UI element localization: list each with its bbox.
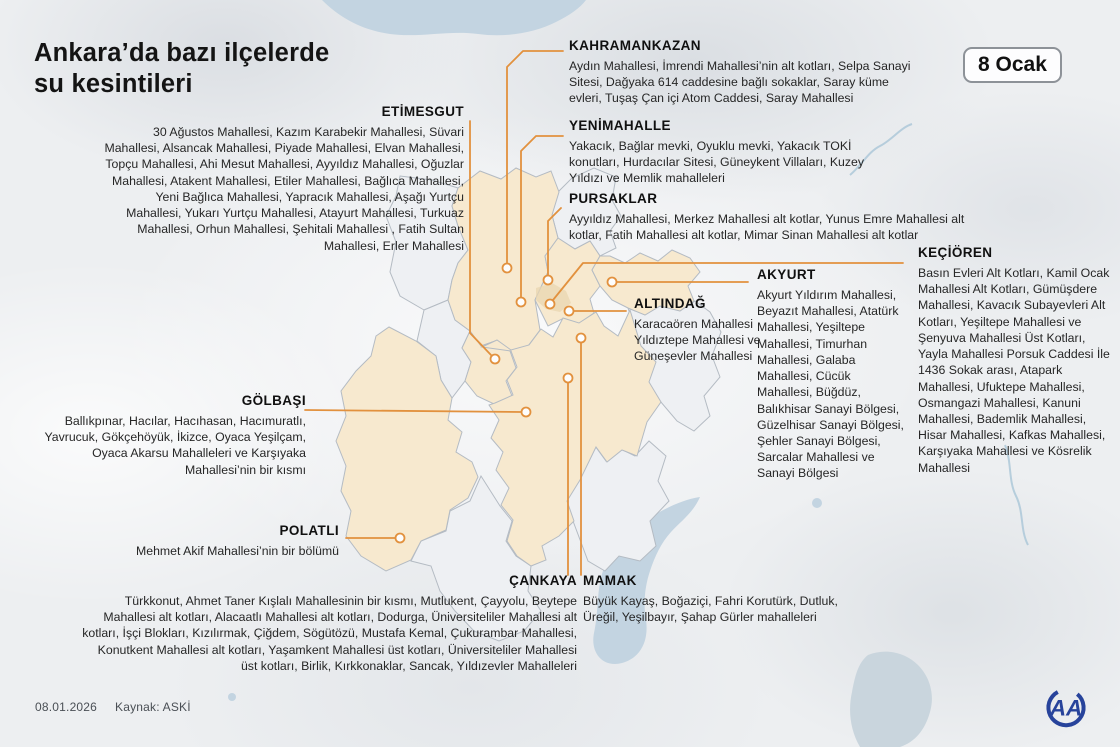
aa-logo-icon [1042,679,1090,733]
district-name: GÖLBAŞI [241,393,306,408]
district-block-kecioren [918,245,1114,476]
district-name: ALTINDAĞ [634,296,706,311]
district-block-akyurt [757,267,909,482]
district-areas: Yakacık, Bağlar mevki, Oyuklu mevki, Yakacık TOKİ konutları, Hurdacılar Sitesi, Güneykent Villaları, Kuzey Yıldızı ve Memlik mahalleleri [569,139,865,186]
district-areas: Türkkonut, Ahmet Taner Kışlalı Mahallesinin bir kısmı, Mutlukent, Çayyolu, Beytepe Mahallesi alt kotları, Alacaatlı Mahallesi alt kotları, Dodurga, Üniversiteliler Mahallesi alt kotları, İşçi Blokları, Kızılırmak, Çiğdem, Sögütözü, Mustafa Kemal, Çukurambar Mahallesi, Konutkent Mahallesi alt kotları, Yaşamkent Mahallesi üst kotları, Üniversiteliler Mahallesi üst kotları, Birlik, Kırkkonaklar, Sancak, Yıldızevler Mahalleleri [82,594,577,673]
district-areas: 30 Ağustos Mahallesi, Kazım Karabekir Mahallesi, Süvari Mahallesi, Alsancak Mahallesi, Piyade Mahallesi, Elvan Mahallesi, Topçu Mahallesi, Ahi Mesut Mahallesi, Ayyıldız Mahallesi, Oğuzlar Mahallesi, Atakent Mahallesi, Etiler Mahallesi, Bağlıca Mahallesi, Yeni Bağlıca Mahallesi, Yapracık Mahallesi, Aşağı Yurtçu Mahallesi, Yukarı Yurtçu Mahallesi, Atayurt Mahallesi, Turkuaz Mahallesi, Orhun Mahallesi, Şehitali Mahallesi , Fatih Sultan Mahallesi, Erler Mahallesi [104,125,464,253]
district-areas: Aydın Mahallesi, İmrendi Mahallesi’nin alt kotları, Selpa Sanayi Sitesi, Dağyaka 614 caddesine bağlı sokaklar, Saray küme evleri, Tuşaş Çan içi Atom Caddesi, Saray Mahallesi [569,59,911,106]
district-areas: Akyurt Yıldırım Mahallesi, Beyazıt Mahallesi, Atatürk Mahallesi, Yeşiltepe Mahallesi, Timurhan Mahallesi, Galaba Mahallesi, Cücük Mahallesi, Büğdüz, Balıkhisar Sanayi Bölgesi, Güzelhisar Sanayi Bölgesi, Şehler Sanayi Bölgesi, Sarcalar Mahallesi ve Sanayi Bölgesi [757,288,904,481]
district-name: ÇANKAYA [509,573,577,588]
district-block-pursaklar [569,191,981,243]
district-block-cankaya [80,573,577,674]
district-block-polatli [95,523,339,559]
district-block-golbasi [40,393,306,478]
district-block-yenimahalle [569,118,884,187]
district-name: YENİMAHALLE [569,118,671,133]
district-areas: Mehmet Akif Mahallesi’nin bir bölümü [136,544,339,558]
district-name: POLATLI [279,523,339,538]
district-block-mamak [583,573,875,625]
district-areas: Basın Evleri Alt Kotları, Kamil Ocak Mahallesi Alt Kotları, Gümüşdere Mahallesi, Kavacık Subayevleri Alt Kotları, Yeşiltepe Mahallesi ve Şenyuva Mahallesi Üst Kotları, Yayla Mahallesi Porsuk Caddesi İle 1436 Sokak arası, Atapark Mahallesi, Ufuktepe Mahallesi, Osmangazi Mahallesi, Kanuni Mahallesi, Bademlik Mahallesi, Hisar Mahallesi, Kafkas Mahallesi, Karşıyaka Mahallesi ve Kösrelik Mahallesi [918,266,1110,475]
district-areas: Karacaören Mahallesi Yıldıztepe Mahallesi ve Güneşevler Mahallesi [634,317,761,364]
district-block-kahramankazan [569,38,921,107]
source-label: Kaynak: ASKİ [115,700,191,714]
footer-date: 08.01.2026 [35,700,98,714]
district-name: AKYURT [757,267,816,282]
district-areas: Ayyıldız Mahallesi, Merkez Mahallesi alt kotlar, Yunus Emre Mahallesi alt kotlar, Fatih Mahallesi alt kotlar, Mimar Sinan Mahallesi alt kotlar [569,212,965,243]
district-name: PURSAKLAR [569,191,658,206]
date-badge: 8 Ocak [963,47,1062,83]
district-name: MAMAK [583,573,637,588]
page-title: Ankara’da bazı ilçelerde su kesintileri [34,39,330,99]
district-shape-kazan-yenimahalle [448,168,559,351]
district-areas: Ballıkpınar, Hacılar, Hacıhasan, Hacımuratlı, Yavrucuk, Gökçehöyük, İkizce, Oyaca Yeşilçam, Oyaca Akarsu Mahalleleri ve Karşıyaka Mahallesi’nin bir kısmı [44,414,306,477]
district-areas: Büyük Kayaş, Boğaziçi, Fahri Korutürk, Dutluk, Üreğil, Yeşilbayır, Şahap Gürler mahalleleri [583,594,838,625]
district-name: KAHRAMANKAZAN [569,38,701,53]
district-block-altindag [634,296,774,365]
district-name: KEÇİÖREN [918,245,993,260]
district-block-etimesgut [98,104,464,254]
svg-text:AA: AA [1049,695,1083,721]
district-name: ETİMESGUT [381,104,464,119]
